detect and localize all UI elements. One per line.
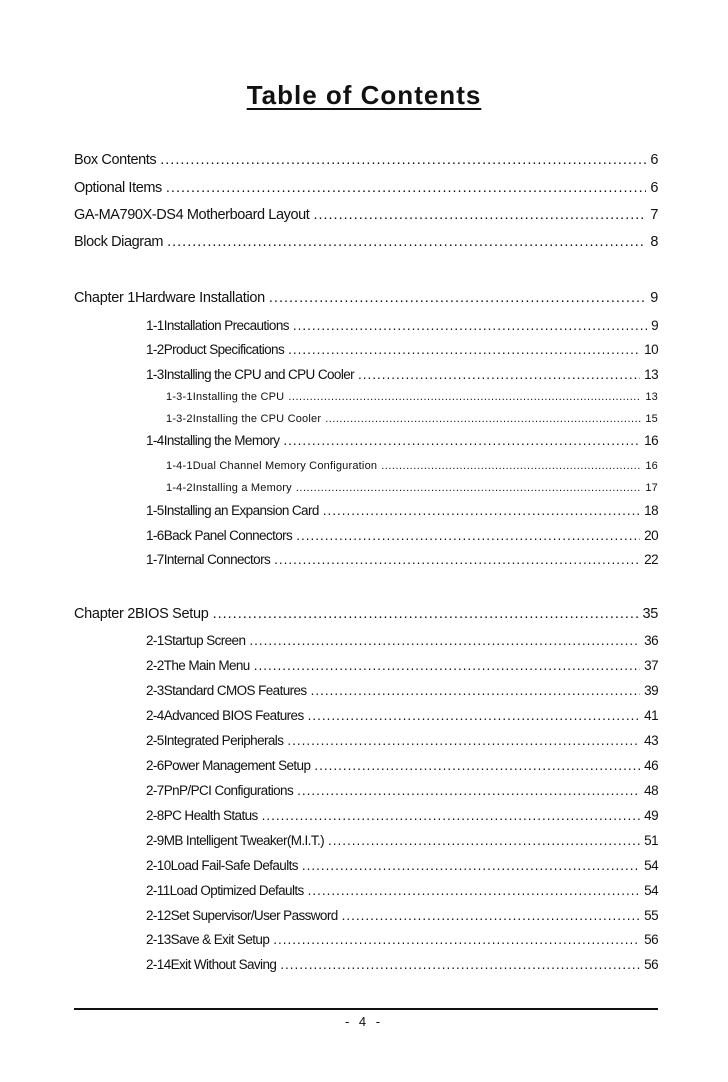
toc-section[interactable] [146,552,658,567]
section-number: 2-1 [146,633,164,648]
leader-dots [296,482,642,494]
leader-dots [249,633,640,648]
toc-section[interactable] [146,758,658,773]
leader-dots [342,908,641,923]
toc-page: 22 [644,552,658,567]
leader-dots [166,180,646,196]
leader-dots [323,503,640,518]
toc-label: Installing the CPU Cooler [192,413,322,425]
toc-section[interactable] [146,833,658,848]
toc-label: Standard CMOS Features [163,683,307,698]
toc-section[interactable] [146,932,658,947]
toc-page: 36 [644,633,658,648]
toc-page: 8 [650,234,658,250]
section-number: 2-11 [146,883,170,898]
toc-label: Installing the CPU and CPU Cooler [163,367,355,382]
section-number: 2-4 [146,708,164,723]
toc-chapter-1[interactable] [74,290,658,306]
page-title: Table of Contents [246,80,482,110]
leader-dots [160,152,646,168]
section-number: 1-7 [146,552,164,567]
toc-subsection[interactable] [166,391,658,403]
leader-dots [293,318,647,333]
section-number: 2-2 [146,658,164,673]
toc-label: Installing a Memory [192,482,292,494]
toc-chapter-2[interactable] [74,606,658,622]
footer-divider [74,1008,658,1010]
toc-label: Hardware Installation [134,290,265,306]
toc-label: Product Specifications [163,342,285,357]
toc-label: PnP/PCI Configurations [163,783,294,798]
toc-page: 35 [642,606,658,622]
section-number: 1-6 [146,528,164,543]
toc-page: 46 [644,758,658,773]
section-number: 2-3 [146,683,164,698]
toc-page: 51 [644,833,658,848]
toc-label: MB Intelligent Tweaker(M.I.T.) [163,833,325,848]
toc-entry-optional-items[interactable] [74,180,658,196]
toc-label: Advanced BIOS Features [163,708,304,723]
toc-page: 43 [644,733,658,748]
toc-page: 39 [644,683,658,698]
toc-label: Installing the CPU [192,391,285,403]
chapter-number: Chapter 2 [74,606,135,622]
leader-dots [308,883,641,898]
leader-dots [325,413,641,425]
toc-label: BIOS Setup [134,606,209,622]
toc-section[interactable] [146,957,658,972]
leader-dots [308,708,641,723]
section-number: 2-13 [146,932,171,947]
toc-section[interactable] [146,367,658,382]
toc-label: Startup Screen [163,633,246,648]
section-number: 2-8 [146,808,164,823]
toc-section[interactable] [146,908,658,923]
toc-page: 18 [644,503,658,518]
toc-section[interactable] [146,808,658,823]
toc-page: 17 [645,482,658,494]
toc-section[interactable] [146,503,658,518]
toc-label: Installation Precautions [163,318,289,333]
leader-dots [288,342,640,357]
toc-page: 7 [650,207,658,223]
section-number: 2-6 [146,758,164,773]
toc-section[interactable] [146,658,658,673]
section-number: 1-1 [146,318,164,333]
subsection-number: 1-3-1 [166,391,193,403]
subsection-number: 1-4-2 [166,482,193,494]
toc-page: 10 [644,342,658,357]
toc-label: Optional Items [74,180,162,196]
toc-label: Dual Channel Memory Configuration [192,460,378,472]
toc-label: Save & Exit Setup [170,932,270,947]
toc-page: 56 [644,957,658,972]
leader-dots [314,758,640,773]
toc-page: 6 [650,180,658,196]
toc-label: PC Health Status [163,808,258,823]
leader-dots [280,957,640,972]
leader-dots [287,733,640,748]
toc-page: 16 [645,460,658,472]
section-number: 1-3 [146,367,164,382]
toc-page: 20 [644,528,658,543]
toc-page: 37 [644,658,658,673]
toc-page: 16 [644,433,658,448]
toc-label: Integrated Peripherals [163,733,284,748]
chapter-number: Chapter 1 [74,290,135,306]
toc-section[interactable] [146,783,658,798]
section-number: 2-9 [146,833,164,848]
toc-page: 48 [644,783,658,798]
leader-dots [262,808,641,823]
toc-entry-box-contents[interactable] [74,152,658,168]
toc-subsection[interactable] [166,482,658,494]
toc-page: 9 [651,318,658,333]
leader-dots [273,932,640,947]
toc-subsection[interactable] [166,413,658,425]
toc-label: Back Panel Connectors [163,528,293,543]
toc-section[interactable] [146,883,658,898]
toc-page: 56 [644,932,658,947]
leader-dots [254,658,640,673]
toc-label: Block Diagram [74,234,164,250]
toc-label: Installing an Expansion Card [163,503,319,518]
toc-page: 54 [644,883,658,898]
leader-dots [297,783,640,798]
toc-label: GA-MA790X-DS4 Motherboard Layout [74,207,310,223]
toc-section[interactable] [146,858,658,873]
toc-label: Installing the Memory [163,433,280,448]
subsection-number: 1-3-2 [166,413,193,425]
leader-dots [213,606,639,622]
leader-dots [269,290,646,306]
toc-label: Power Management Setup [163,758,311,773]
leader-dots [328,833,640,848]
section-number: 1-2 [146,342,164,357]
section-number: 2-7 [146,783,164,798]
toc-label: Set Supervisor/User Password [170,908,338,923]
toc-entry-block-diagram[interactable] [74,234,658,250]
leader-dots [311,683,641,698]
section-number: 2-5 [146,733,164,748]
section-number: 1-4 [146,433,164,448]
toc-label: Box Contents [74,152,157,168]
toc-section[interactable] [146,708,658,723]
toc-section[interactable] [146,342,658,357]
toc-page: 9 [650,290,658,306]
toc-label: Load Optimized Defaults [169,883,304,898]
leader-dots [167,234,646,250]
leader-dots [358,367,640,382]
leader-dots [283,433,640,448]
section-number: 2-10 [146,858,171,873]
toc-section[interactable] [146,683,658,698]
toc-entry-motherboard-layout[interactable] [74,207,658,223]
toc-page: 54 [644,858,658,873]
toc-label: The Main Menu [163,658,250,673]
toc-label: Exit Without Saving [170,957,277,972]
toc-section[interactable] [146,433,658,448]
toc-section[interactable] [146,633,658,648]
toc-page: 13 [644,367,658,382]
section-number: 2-14 [146,957,171,972]
subsection-number: 1-4-1 [166,460,193,472]
leader-dots [296,528,640,543]
toc-page: 49 [644,808,658,823]
footer-page-number: - 4 - [344,1014,384,1029]
toc-page: 55 [644,908,658,923]
toc-page: 13 [645,391,658,403]
toc-page: 15 [645,413,658,425]
toc-page: 41 [644,708,658,723]
section-number: 1-5 [146,503,164,518]
leader-dots [302,858,640,873]
leader-dots [288,391,641,403]
section-number: 2-12 [146,908,171,923]
toc-section[interactable] [146,318,658,333]
toc-subsection[interactable] [166,460,658,472]
leader-dots [274,552,640,567]
toc-label: Load Fail-Safe Defaults [170,858,298,873]
toc-section[interactable] [146,528,658,543]
leader-dots [381,460,641,472]
toc-page: 6 [650,152,658,168]
toc-label: Internal Connectors [163,552,271,567]
toc-section[interactable] [146,733,658,748]
leader-dots [313,207,646,223]
